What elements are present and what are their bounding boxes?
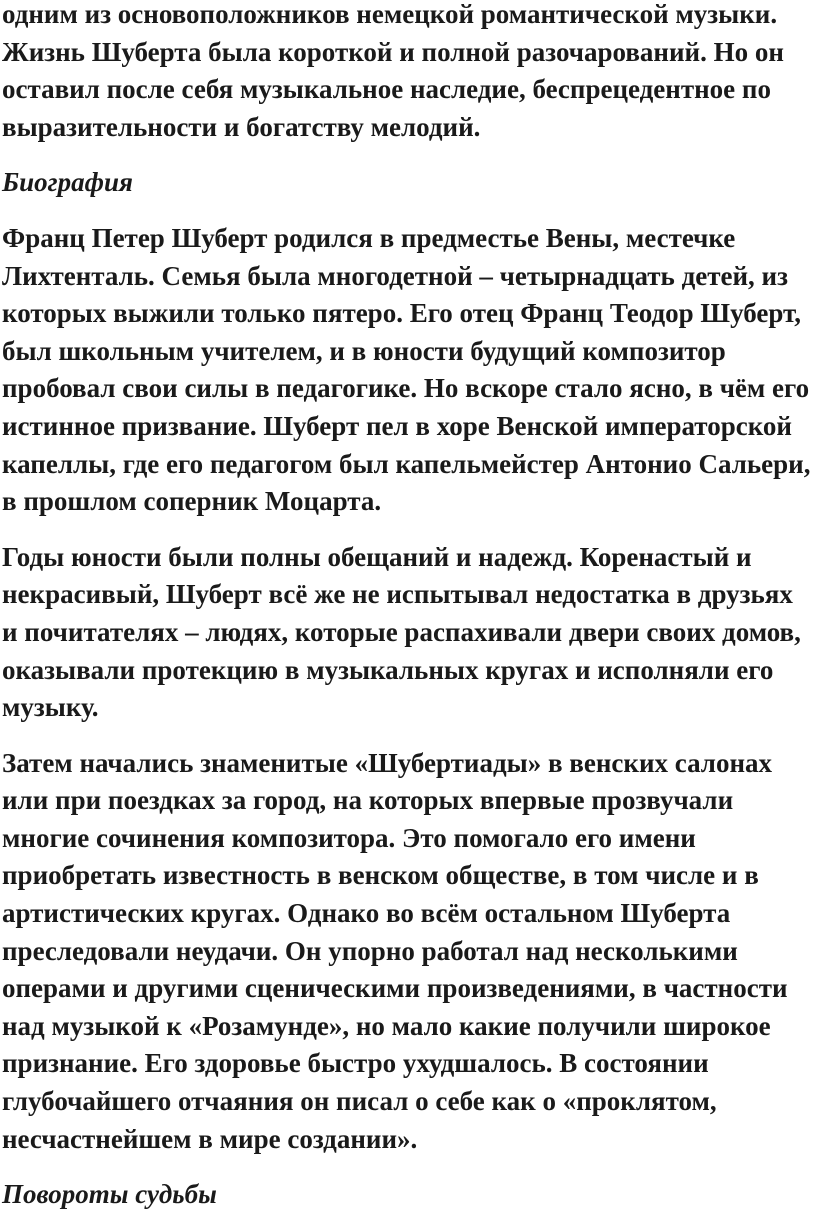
- paragraph-schubertiades: Затем начались знаменитые «Шубертиады» в венских салонах или при поездках за город, на которых впервые прозвучали многие сочинения композитора. Это помогало его имени приобретать известность в венском обществе, в том числе и в артистических кругах. Однако во всём остальном Шуберта преследовали неудачи. Он упорно работал над несколькими операми и другими сценическими произведениями, в частности над музыкой к «Розамунде», но мало какие получили широкое признание. Его здоровье быстро ухудшалось. В состоянии глубочайшего отчаяния он писал о себе как о «проклятом, несчастнейшем в мире создании».: [2, 747, 788, 1154]
- section-heading-fate: Повороты судьбы: [2, 1179, 217, 1210]
- paragraph-youth: Годы юности были полны обещаний и надежд. Коренастый и некрасивый, Шуберт всё же не испытывал недостатка в друзьях и почитателях – людях, которые распахивали двери своих домов, оказывали протекцию в музыкальных кругах и исполняли его музыку.: [2, 541, 801, 723]
- document-page: [2, 0, 814, 1232]
- paragraph-birth: Франц Петер Шуберт родился в предместье Вены, местечке Лихтенталь. Семья была многодетной – четырнадцать детей, из которых выжили только пятеро. Его отец Франц Теодор Шуберт, был школьным учителем, и в юности будущий композитор пробовал свои силы в педагогике. Но вскоре стало ясно, в чём его истинное призвание. Шуберт пел в хоре Венской императорской капеллы, где его педагогом был капельмейстер Антонио Сальери, в прошлом соперник Моцарта.: [2, 222, 811, 517]
- paragraph-intro: одним из основоположников немецкой романтической музыки. Жизнь Шуберта была короткой и полной разочарований. Но он оставил после себя музыкальное наследие, беспрецедентное по выразительности и богатству мелодий.: [2, 0, 784, 142]
- section-heading-biography: Биография: [2, 167, 133, 198]
